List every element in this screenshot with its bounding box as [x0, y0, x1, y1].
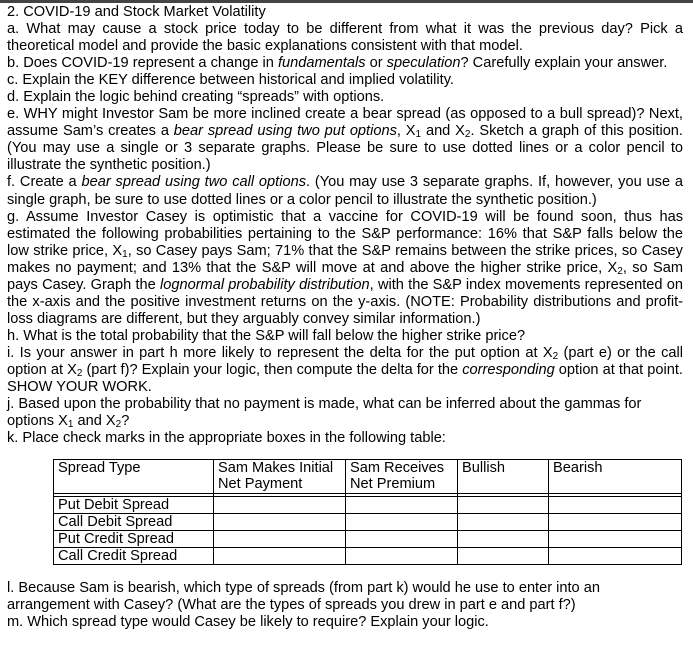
check-cell[interactable]: [214, 531, 346, 548]
header-initial-payment: Sam Makes Initial Net Payment: [214, 460, 346, 494]
question-k: k. Place check marks in the appropriate boxes in the following table:: [7, 430, 446, 447]
check-cell[interactable]: [346, 514, 458, 531]
check-cell[interactable]: [346, 548, 458, 565]
question-document: [7, 4, 683, 447]
question-l: l. Because Sam is bearish, which type of spreads (from part k) would he use to enter into an arrangement with Casey? (What are the types of spreads you drew in part e and part f?): [7, 580, 600, 614]
check-cell[interactable]: [549, 514, 682, 531]
table-header-row: [54, 460, 682, 494]
table-row: [54, 497, 682, 514]
header-spread-type: Spread Type: [54, 460, 214, 494]
check-cell[interactable]: [346, 531, 458, 548]
row-label-call-debit: Call Debit Spread: [54, 514, 214, 531]
check-cell[interactable]: [549, 497, 682, 514]
section-heading: 2. COVID-19 and Stock Market Volatility: [7, 4, 266, 20]
row-label-call-credit: Call Credit Spread: [54, 548, 214, 565]
question-d: d. Explain the logic behind creating “spreads” with options.: [7, 89, 385, 106]
question-c: c. Explain the KEY difference between historical and implied volatility.: [7, 72, 454, 89]
table-row: [54, 548, 682, 565]
top-border: [0, 0, 693, 3]
question-b: b. Does COVID-19 represent a change in fundamentals or speculation? Carefully explain your answer.: [7, 55, 668, 72]
spread-table: [53, 459, 682, 565]
check-cell[interactable]: [549, 548, 682, 565]
check-cell[interactable]: [214, 548, 346, 565]
question-h: h. What is the total probability that the S&P will fall below the higher strike price?: [7, 327, 526, 344]
question-g: g. Assume Investor Casey is optimistic that a vaccine for COVID-19 will be found soon, thus has estimated the following probabilities pertaining to the S&P performance: 16% that S&P falls below the low strike price, $X_1$, so Casey pays Sam; 71% that the S&P remains between the strike prices, so Casey makes no payment; and 13% that the S&P will move at and above the higher strike price, $X_2$, so Sam pays Casey. Graph the lognormal probability distribution, with the S&P index movements represented on the x-axis and the positive investment returns on the y-axis. (NOTE: Probability distributions and profit-loss diagrams are different, but they arguably convey similar information.): [7, 208, 684, 327]
header-net-premium: Sam Receives Net Premium: [346, 460, 458, 494]
row-label-put-credit: Put Credit Spread: [54, 531, 214, 548]
table-row: [54, 531, 682, 548]
row-label-put-debit: Put Debit Spread: [54, 497, 214, 514]
header-bearish: Bearish: [549, 460, 682, 494]
check-cell[interactable]: [549, 531, 682, 548]
question-i: i. Is your answer in part h more likely to represent the delta for the put option at $X_2$ (part e) or the call option at $X_2$ (part f)? Explain your logic, then compute the delta for the corresponding option at that point. SHOW YOUR WORK.: [7, 344, 683, 396]
check-cell[interactable]: [214, 497, 346, 514]
check-cell[interactable]: [214, 514, 346, 531]
check-cell[interactable]: [458, 548, 549, 565]
question-m: m. Which spread type would Casey be likely to require? Explain your logic.: [7, 614, 489, 631]
header-bullish: Bullish: [458, 460, 549, 494]
question-f: f. Create a bear spread using two call options. (You may use 3 separate graphs. If, however, you use a single graph, be sure to use dotted lines or a color pencil to illustrate the synthetic position.): [7, 174, 683, 208]
check-cell[interactable]: [458, 514, 549, 531]
check-cell[interactable]: [458, 497, 549, 514]
question-a: a. What may cause a stock price today to be different from what it was the previous day? Pick a theoretical model and provide the basic explanations consistent with that model.: [7, 21, 683, 55]
question-e: e. WHY might Investor Sam be more inclined create a bear spread (as opposed to a bull spread)? Next, assume Sam’s creates a bear spread using two put options, $X_1$ and $X_2$. Sketch a graph of this position. (You may use a single or 3 separate graphs. Please be sure to use dotted lines or a color pencil to illustrate the synthetic position.): [7, 106, 683, 174]
check-cell[interactable]: [458, 531, 549, 548]
trailing-questions: [7, 580, 683, 631]
question-j: j. Based upon the probability that no payment is made, what can be inferred about the gammas for options $X_1$ and $X_2$?: [7, 396, 642, 431]
check-cell[interactable]: [346, 497, 458, 514]
table-row: [54, 514, 682, 531]
